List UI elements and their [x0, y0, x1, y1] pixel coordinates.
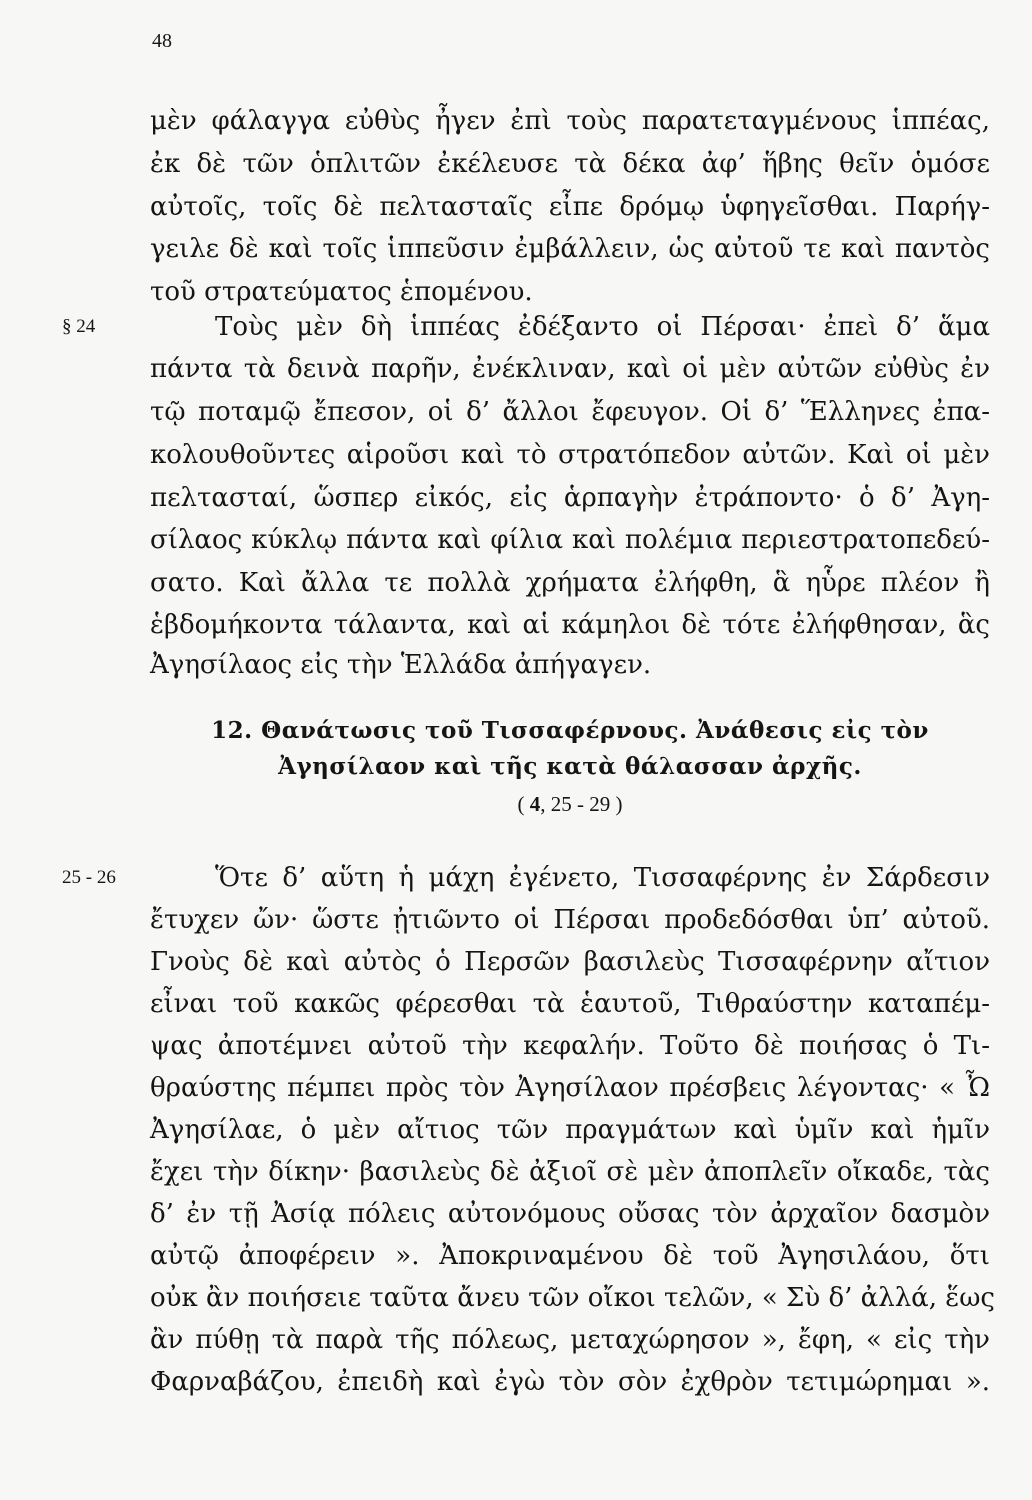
- text-line: ἐκ δὲ τῶν ὁπλιτῶν ἐκέλευσε τὰ δέκα ἀφ’ ἥβης θεῖν ὁμόσε: [150, 149, 990, 179]
- section-reference-book: 4: [529, 792, 541, 816]
- text-line: πελτασταί, ὥσπερ εἰκός, εἰς ἁρπαγὴν ἐτράποντο· ὁ δ’ Ἀγη-: [150, 483, 990, 513]
- text-line: πάντα τὰ δεινὰ παρῆν, ἐνέκλιναν, καὶ οἱ μὲν αὐτῶν εὐθὺς ἐν: [150, 354, 990, 384]
- text-line: σατο. Καὶ ἄλλα τε πολλὰ χρήματα ἐλήφθη, ἃ ηὗρε πλέον ἢ: [150, 568, 990, 598]
- text-line: τοῦ στρατεύματος ἑπομένου.: [150, 277, 533, 307]
- text-line: αὐτῷ ἀποφέρειν ». Ἀποκριναμένου δὲ τοῦ Ἀγησιλάου, ὅτι: [150, 1241, 990, 1271]
- text-line: Γνοὺς δὲ καὶ αὐτὸς ὁ Περσῶν βασιλεὺς Τισσαφέρνην αἴτιον: [150, 947, 990, 977]
- text-line: Φαρναβάζου, ἐπειδὴ καὶ ἐγὼ τὸν σὸν ἐχθρὸν τετιμώρημαι ».: [150, 1367, 990, 1397]
- text-line: Ὅτε δ’ αὕτη ἡ μάχη ἐγένετο, Τισσαφέρνης ἐν Σάρδεσιν: [215, 863, 990, 893]
- text-line: σίλαος κύκλῳ πάντα καὶ φίλια καὶ πολέμια περιεστρατοπεδεύ-: [150, 525, 990, 555]
- section-reference: [150, 789, 990, 819]
- text-line: τῷ ποταμῷ ἔπεσον, οἱ δ’ ἄλλοι ἔφευγον. Οἱ δ’ Ἕλληνες ἐπα-: [150, 397, 990, 427]
- text-line: γειλε δὲ καὶ τοῖς ἱππεῦσιν ἐμβάλλειν, ὡς αὐτοῦ τε καὶ παντὸς: [150, 234, 990, 264]
- text-line: εἶναι τοῦ κακῶς φέρεσθαι τὰ ἑαυτοῦ, Τιθραύστην καταπέμ-: [150, 989, 990, 1019]
- text-line: θραύστης πέμπει πρὸς τὸν Ἀγησίλαον πρέσβεις λέγοντας· « Ὦ: [150, 1073, 990, 1103]
- text-line: δ’ ἐν τῇ Ἀσίᾳ πόλεις αὐτονόμους οὔσας τὸν ἀρχαῖον δασμὸν: [150, 1199, 990, 1229]
- text-line: ἔτυχεν ὤν· ὥστε ᾐτιῶντο οἱ Πέρσαι προδεδόσθαι ὑπ’ αὐτοῦ.: [150, 905, 990, 935]
- text-line: αὐτοῖς, τοῖς δὲ πελτασταῖς εἶπε δρόμῳ ὑφηγεῖσθαι. Παρήγ-: [150, 192, 990, 222]
- text-line: Ἀγησίλαος εἰς τὴν Ἑλλάδα ἀπήγαγεν.: [150, 650, 652, 680]
- section-heading-line: Ἀγησίλαον καὶ τῆς κατὰ θάλασσαν ἀρχῆς.: [278, 753, 862, 780]
- text-line: ψας ἀποτέμνει αὐτοῦ τὴν κεφαλήν. Τοῦτο δὲ ποιήσας ὁ Τι-: [150, 1031, 990, 1061]
- text-line: ἑβδομήκοντα τάλαντα, καὶ αἱ κάμηλοι δὲ τότε ἐλήφθησαν, ἃς: [150, 610, 990, 640]
- text-line: μὲν φάλαγγα εὐθὺς ἦγεν ἐπὶ τοὺς παρατεταγμένους ἱππέας,: [150, 106, 990, 136]
- section-reference-open: (: [517, 792, 530, 816]
- section-heading-line: 12. Θανάτωσις τοῦ Τισσαφέρνους. Ἀνάθεσις εἰς τὸν: [211, 717, 929, 744]
- text-line: Ἀγησίλαε, ὁ μὲν αἴτιος τῶν πραγμάτων καὶ ὑμῖν καὶ ἡμῖν: [150, 1115, 990, 1145]
- text-line: ἂν πύθῃ τὰ παρὰ τῆς πόλεως, μεταχώρησον », ἔφη, « εἰς τὴν: [150, 1325, 990, 1355]
- text-line: ἔχει τὴν δίκην· βασιλεὺς δὲ ἀξιοῖ σὲ μὲν ἀποπλεῖν οἴκαδε, τὰς: [150, 1157, 990, 1187]
- section-margin-reference: 25 - 26: [62, 867, 116, 888]
- text-line: οὐκ ἂν ποιήσειε ταῦτα ἄνευ τῶν οἴκοι τελῶν, « Σὺ δ’ ἀλλά, ἕως: [150, 1283, 995, 1313]
- text-line: Τοὺς μὲν δὴ ἱππέας ἐδέξαντο οἱ Πέρσαι· ἐπεὶ δ’ ἅμα: [215, 312, 990, 342]
- page-number: 48: [152, 30, 172, 52]
- section-reference-range: , 25 - 29 ): [540, 792, 623, 816]
- section-margin-reference: § 24: [62, 316, 96, 337]
- text-line: κολουθοῦντες αἱροῦσι καὶ τὸ στρατόπεδον αὐτῶν. Καὶ οἱ μὲν: [150, 440, 990, 470]
